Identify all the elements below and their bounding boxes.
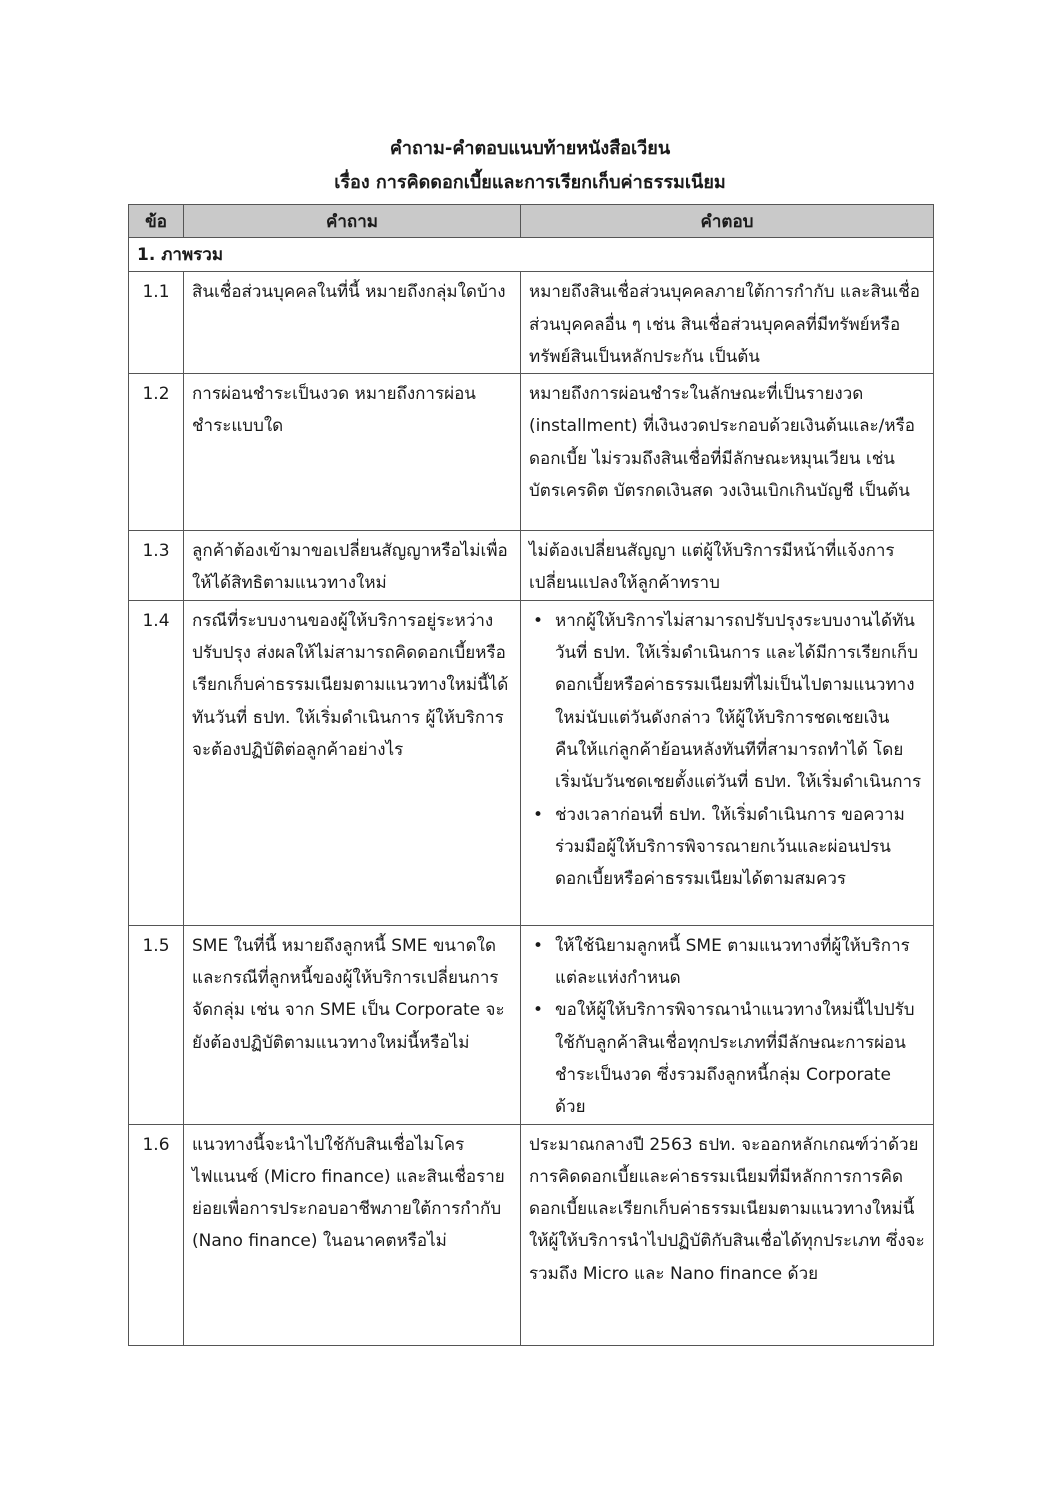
row-question: กรณีที่ระบบงานของผู้ให้บริการอยู่ระหว่างปรับปรุง ส่งผลให้ไม่สามารถคิดดอกเบี้ยหรือเรียกเก็บค่าธรรมเนียมตามแนวทางใหม่นี้ได้ทันวันที่ ธปท. ให้เริ่มดำเนินการ ผู้ให้บริการจะต้องปฏิบัติต่อลูกค้าอย่างไร [184, 600, 521, 925]
answer-bullet: • ช่วงเวลาก่อนที่ ธปท. ให้เริ่มดำเนินการ ขอความร่วมมือผู้ให้บริการพิจารณายกเว้นและผ่อนปรนดอกเบี้ยหรือค่าธรรมเนียมได้ตามสมควร [555, 799, 925, 896]
section-title: 1. ภาพรวม [129, 238, 934, 272]
qa-table [128, 204, 934, 1346]
row-question: แนวทางนี้จะนำไปใช้กับสินเชื่อไมโครไฟแนนซ์ (Micro finance) และสินเชื่อรายย่อยเพื่อการประกอบอาชีพภายใต้การกำกับ (Nano finance) ในอนาคตหรือไม่ [184, 1124, 521, 1345]
section-row [129, 238, 934, 272]
row-answer [521, 600, 934, 925]
row-answer: ไม่ต้องเปลี่ยนสัญญา แต่ผู้ให้บริการมีหน้าที่แจ้งการเปลี่ยนแปลงให้ลูกค้าทราบ [521, 531, 934, 601]
answer-bullet-list [529, 605, 925, 896]
answer-bullet: • หากผู้ให้บริการไม่สามารถปรับปรุงระบบงานได้ทันวันที่ ธปท. ให้เริ่มดำเนินการ และได้มีการเรียกเก็บดอกเบี้ยหรือค่าธรรมเนียมที่ไม่เป็นไปตามแนวทางใหม่นับแต่วันดังกล่าว ให้ผู้ให้บริการชดเชยเงินคืนให้แก่ลูกค้าย้อนหลังทันทีที่สามารถทำได้ โดยเริ่มนับวันชดเชยตั้งแต่วันที่ ธปท. ให้เริ่มดำเนินการ [555, 605, 925, 799]
row-question: SME ในที่นี้ หมายถึงลูกหนี้ SME ขนาดใด และกรณีที่ลูกหนี้ของผู้ให้บริการเปลี่ยนการจัดกลุ่ม เช่น จาก SME เป็น Corporate จะยังต้องปฏิบัติตามแนวทางใหม่นี้หรือไม่ [184, 925, 521, 1124]
row-question: ลูกค้าต้องเข้ามาขอเปลี่ยนสัญญาหรือไม่เพื่อให้ได้สิทธิตามแนวทางใหม่ [184, 531, 521, 601]
table-row [129, 925, 934, 1124]
row-number: 1.3 [129, 531, 184, 601]
table-row [129, 272, 934, 374]
table-row [129, 531, 934, 601]
answer-bullet-list [529, 930, 925, 1124]
table-header-row [129, 205, 934, 238]
row-question: การผ่อนชำระเป็นงวด หมายถึงการผ่อนชำระแบบใด [184, 374, 521, 531]
answer-bullet: • ขอให้ผู้ให้บริการพิจารณานำแนวทางใหม่นี้ไปปรับใช้กับลูกค้าสินเชื่อทุกประเภทที่มีลักษณะการผ่อนชำระเป็นงวด ซึ่งรวมถึงลูกหนี้กลุ่ม Corporate ด้วย [555, 994, 925, 1123]
row-number: 1.6 [129, 1124, 184, 1345]
table-row [129, 374, 934, 531]
row-number: 1.4 [129, 600, 184, 925]
row-answer: หมายถึงการผ่อนชำระในลักษณะที่เป็นรายงวด (installment) ที่เงินงวดประกอบด้วยเงินต้นและ/หรือดอกเบี้ย ไม่รวมถึงสินเชื่อที่มีลักษณะหมุนเวียน เช่น บัตรเครดิต บัตรกดเงินสด วงเงินเบิกเกินบัญชี เป็นต้น [521, 374, 934, 531]
row-number: 1.5 [129, 925, 184, 1124]
title-line-1: คำถาม-คำตอบแนบท้ายหนังสือเวียน [389, 138, 671, 159]
row-answer [521, 925, 934, 1124]
row-answer: ประมาณกลางปี 2563 ธปท. จะออกหลักเกณฑ์ว่าด้วยการคิดดอกเบี้ยและค่าธรรมเนียมที่มีหลักการการคิดดอกเบี้ยและเรียกเก็บค่าธรรมเนียมตามแนวทางใหม่นี้ให้ผู้ให้บริการนำไปปฏิบัติกับสินเชื่อได้ทุกประเภท ซึ่งจะรวมถึง Micro และ Nano finance ด้วย [521, 1124, 934, 1345]
row-number: 1.2 [129, 374, 184, 531]
row-number: 1.1 [129, 272, 184, 374]
row-question: สินเชื่อส่วนบุคคลในที่นี้ หมายถึงกลุ่มใดบ้าง [184, 272, 521, 374]
title-line-2: เรื่อง การคิดดอกเบี้ยและการเรียกเก็บค่าธรรมเนียม [334, 172, 726, 193]
header-question: คำถาม [184, 205, 521, 238]
row-answer: หมายถึงสินเชื่อส่วนบุคคลภายใต้การกำกับ และสินเชื่อส่วนบุคคลอื่น ๆ เช่น สินเชื่อส่วนบุคคลที่มีทรัพย์หรือทรัพย์สินเป็นหลักประกัน เป็นต้น [521, 272, 934, 374]
table-row [129, 600, 934, 925]
document-title [0, 133, 1060, 198]
header-answer: คำตอบ [521, 205, 934, 238]
header-no: ข้อ [129, 205, 184, 238]
answer-bullet: • ให้ใช้นิยามลูกหนี้ SME ตามแนวทางที่ผู้ให้บริการแต่ละแห่งกำหนด [555, 930, 925, 995]
table-row [129, 1124, 934, 1345]
